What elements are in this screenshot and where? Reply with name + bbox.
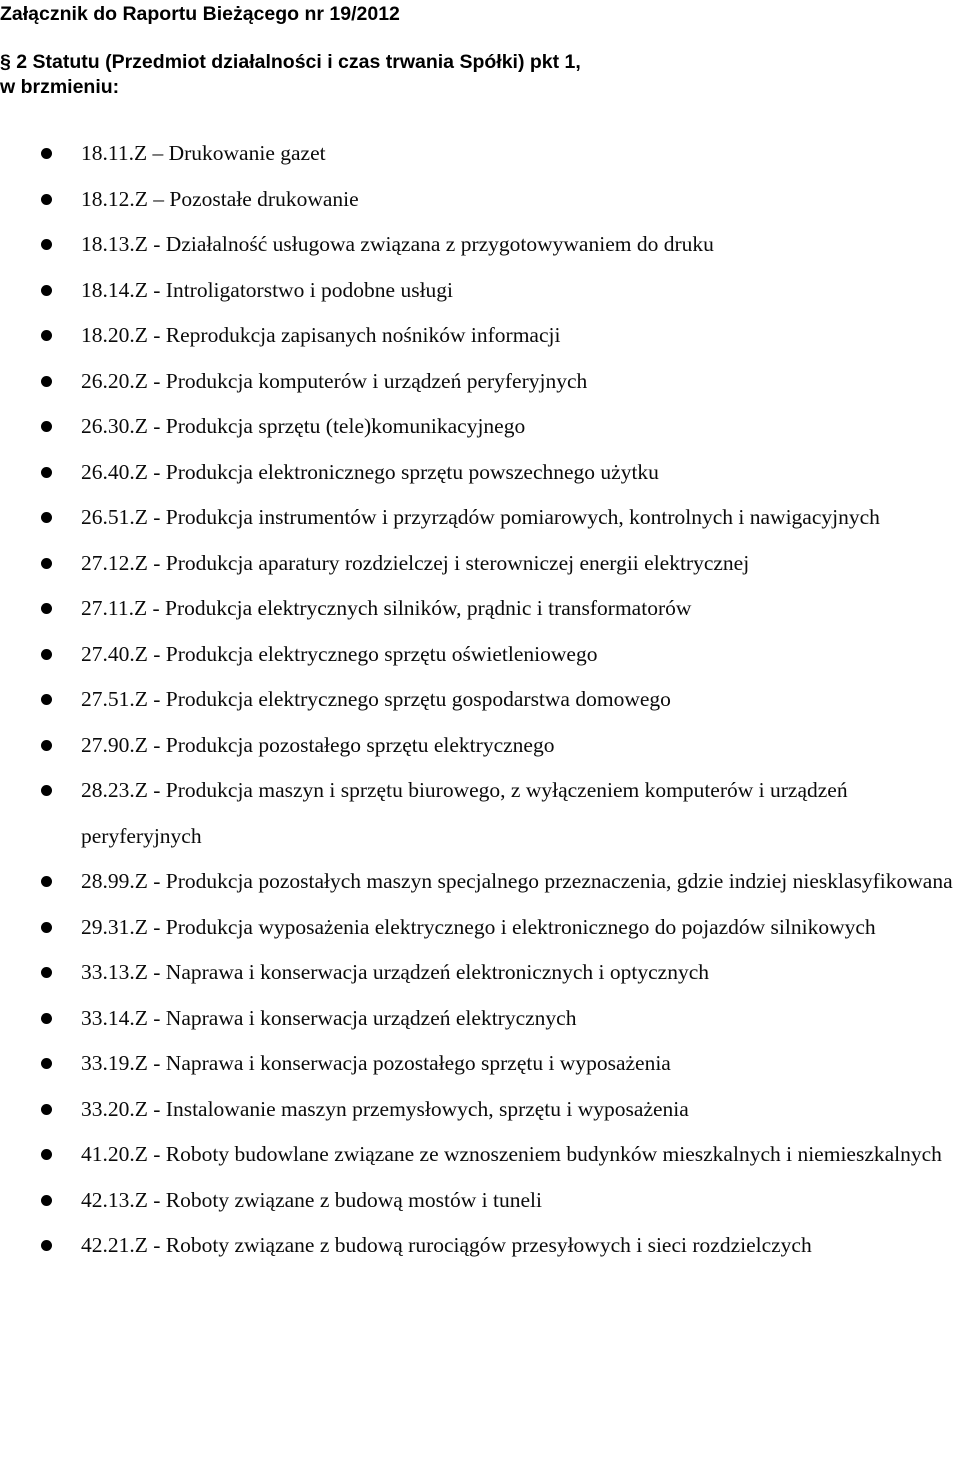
list-item-text: 18.12.Z – Pozostałe drukowanie bbox=[81, 186, 359, 211]
list-item-text: 33.14.Z - Naprawa i konserwacja urządzeń elektrycznych bbox=[81, 1005, 577, 1030]
list-item-text: 33.13.Z - Naprawa i konserwacja urządzeń elektronicznych i optycznych bbox=[81, 960, 710, 984]
bullet-icon bbox=[41, 467, 52, 478]
list-item-text: 27.11.Z - Produkcja elektrycznych silników, prądnic i transformatorów bbox=[81, 596, 692, 620]
list-item-text: 26.20.Z - Produkcja komputerów i urządzeń peryferyjnych bbox=[81, 368, 588, 393]
bullet-icon bbox=[41, 330, 52, 341]
list-item-text: 18.20.Z - Reprodukcja zapisanych nośników informacji bbox=[81, 323, 561, 347]
list-item-text: 33.19.Z - Naprawa i konserwacja pozostałego sprzętu i wyposażenia bbox=[81, 1051, 671, 1075]
list-item bbox=[0, 859, 960, 905]
list-item-text: 18.13.Z - Działalność usługowa związana z przygotowywaniem do druku bbox=[81, 232, 714, 256]
bullet-icon bbox=[41, 421, 52, 432]
list-item bbox=[0, 1132, 960, 1178]
list-item bbox=[0, 222, 960, 268]
bullet-icon bbox=[41, 558, 52, 569]
bullet-icon bbox=[41, 1195, 52, 1206]
bullet-icon bbox=[41, 740, 52, 751]
list-item bbox=[0, 268, 960, 314]
list-item-text: 26.51.Z - Produkcja instrumentów i przyrządów pomiarowych, kontrolnych i nawigacyjnych bbox=[81, 505, 880, 529]
list-item bbox=[0, 905, 960, 951]
bullet-icon bbox=[41, 1149, 52, 1160]
bullet-icon bbox=[41, 1013, 52, 1024]
section-heading-line-1: § 2 Statutu (Przedmiot działalności i czas trwania Spółki) pkt 1, bbox=[0, 51, 581, 73]
bullet-icon bbox=[41, 148, 52, 159]
list-item bbox=[0, 1087, 960, 1133]
list-item-text: 27.40.Z - Produkcja elektrycznego sprzętu oświetleniowego bbox=[81, 641, 598, 666]
list-item-text: 29.31.Z - Produkcja wyposażenia elektrycznego i elektronicznego do pojazdów silnikowych bbox=[81, 914, 876, 939]
bullet-icon bbox=[41, 239, 52, 250]
list-item bbox=[0, 495, 960, 541]
list-item bbox=[0, 404, 960, 450]
section-heading-line-2: w brzmieniu: bbox=[0, 76, 120, 98]
list-item-text: 27.51.Z - Produkcja elektrycznego sprzętu gospodarstwa domowego bbox=[81, 687, 671, 711]
list-item-text: 18.14.Z - Introligatorstwo i podobne usługi bbox=[81, 277, 454, 302]
list-item bbox=[0, 586, 960, 632]
list-item bbox=[0, 541, 960, 587]
list-item bbox=[0, 768, 960, 859]
bullet-icon bbox=[41, 1104, 52, 1115]
list-item-text: 41.20.Z - Roboty budowlane związane ze wznoszeniem budynków mieszkalnych i niemieszkalnych bbox=[81, 1142, 942, 1166]
bullet-icon bbox=[41, 922, 52, 933]
list-item-text: 42.13.Z - Roboty związane z budową mostów i tuneli bbox=[81, 1187, 542, 1212]
bullet-icon bbox=[41, 876, 52, 887]
activity-list bbox=[0, 131, 960, 1269]
list-item-text: 27.12.Z - Produkcja aparatury rozdzielczej i sterowniczej energii elektrycznej bbox=[81, 550, 750, 575]
document-header: Załącznik do Raportu Bieżącego nr 19/2012 bbox=[0, 3, 400, 25]
list-item bbox=[0, 313, 960, 359]
list-item-text: 28.99.Z - Produkcja pozostałych maszyn specjalnego przeznaczenia, gdzie indziej niesklasyfikowana bbox=[81, 869, 953, 893]
list-item-text: 26.40.Z - Produkcja elektronicznego sprzętu powszechnego użytku bbox=[81, 459, 659, 484]
bullet-icon bbox=[41, 967, 52, 978]
list-item-text: 33.20.Z - Instalowanie maszyn przemysłowych, sprzętu i wyposażenia bbox=[81, 1096, 689, 1121]
bullet-icon bbox=[41, 603, 52, 614]
list-item-text: 18.11.Z – Drukowanie gazet bbox=[81, 141, 326, 165]
section-heading bbox=[0, 50, 581, 100]
list-item bbox=[0, 996, 960, 1042]
bullet-icon bbox=[41, 512, 52, 523]
bullet-icon bbox=[41, 649, 52, 660]
list-item bbox=[0, 177, 960, 223]
list-item bbox=[0, 950, 960, 996]
list-item bbox=[0, 1041, 960, 1087]
list-item bbox=[0, 131, 960, 177]
bullet-icon bbox=[41, 376, 52, 387]
list-item-text: 27.90.Z - Produkcja pozostałego sprzętu elektrycznego bbox=[81, 732, 555, 757]
list-item bbox=[0, 677, 960, 723]
list-item bbox=[0, 632, 960, 678]
bullet-icon bbox=[41, 194, 52, 205]
bullet-icon bbox=[41, 785, 52, 796]
bullet-icon bbox=[41, 1240, 52, 1251]
bullet-icon bbox=[41, 694, 52, 705]
list-item bbox=[0, 723, 960, 769]
list-item bbox=[0, 1178, 960, 1224]
list-item-text: 42.21.Z - Roboty związane z budową rurociągów przesyłowych i sieci rozdzielczych bbox=[81, 1233, 812, 1257]
list-item bbox=[0, 359, 960, 405]
list-item-text: 26.30.Z - Produkcja sprzętu (tele)komunikacyjnego bbox=[81, 414, 526, 438]
list-item bbox=[0, 450, 960, 496]
bullet-icon bbox=[41, 285, 52, 296]
list-item-text: 28.23.Z - Produkcja maszyn i sprzętu biurowego, z wyłączeniem komputerów i urządzeń peryferyjnych bbox=[81, 778, 848, 848]
list-item bbox=[0, 1223, 960, 1269]
bullet-icon bbox=[41, 1058, 52, 1069]
